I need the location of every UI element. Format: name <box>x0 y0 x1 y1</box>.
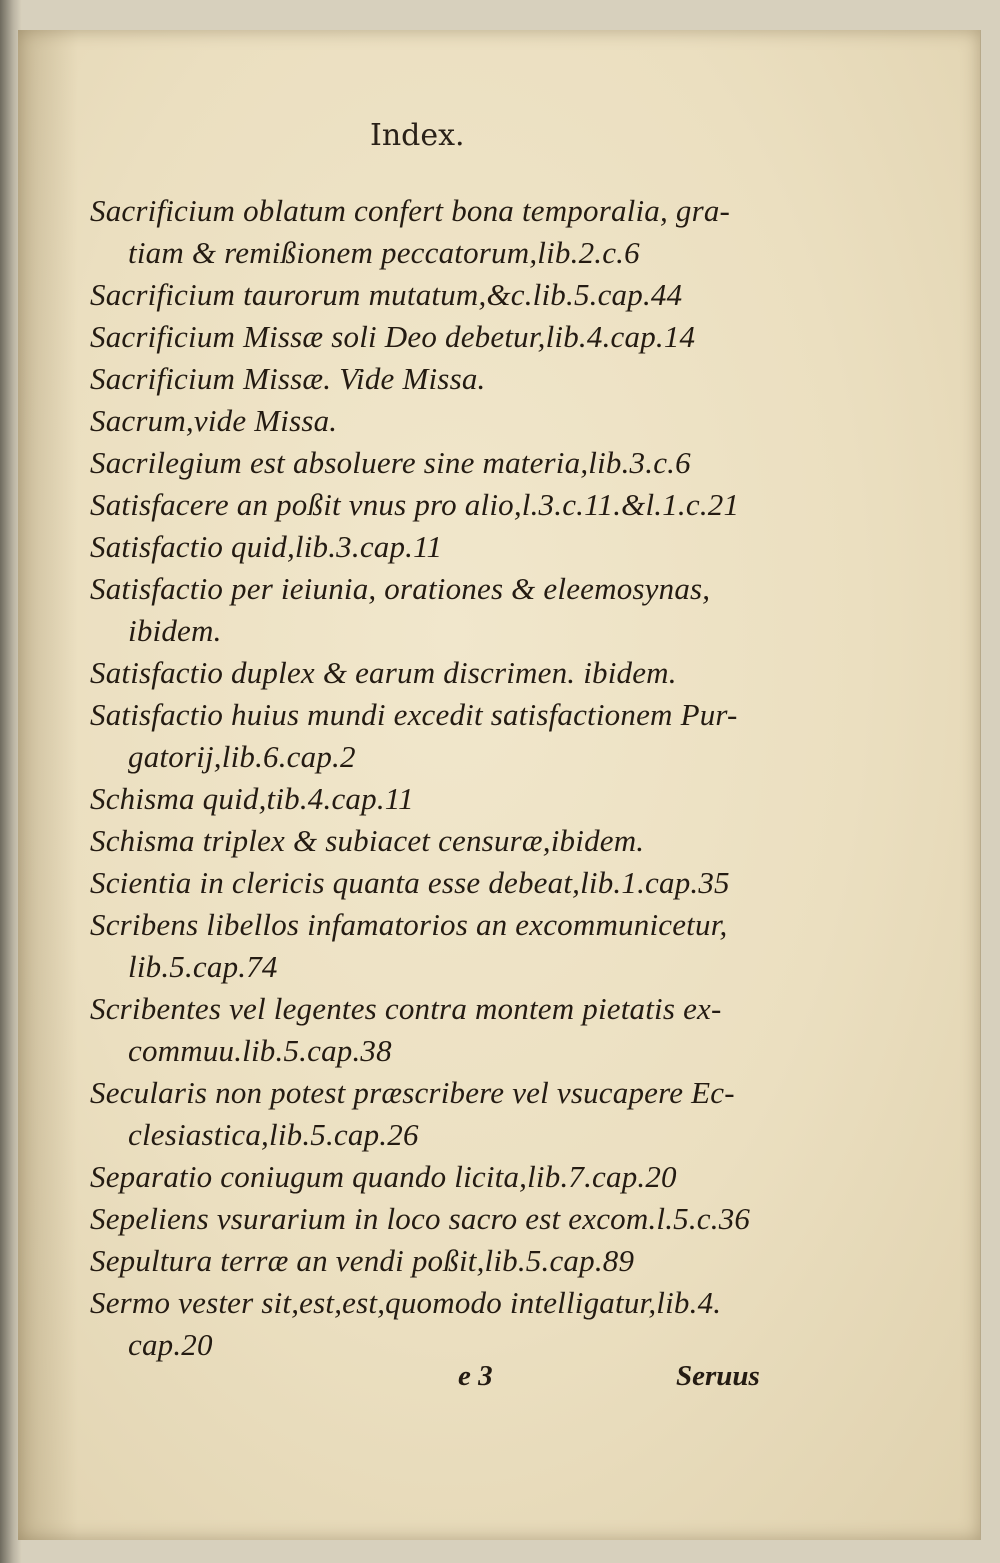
index-entry: Schisma quid,tib.4.cap.11 <box>90 781 414 816</box>
index-entry-continuation: cap.20 <box>128 1327 213 1362</box>
page-footer <box>18 1360 980 1404</box>
index-entry-continuation: gatorij,lib.6.cap.2 <box>128 739 356 774</box>
index-entry-continuation: lib.5.cap.74 <box>128 949 278 984</box>
index-entry: Sacrificium Missæ. Vide Missa. <box>90 361 486 396</box>
index-entry-continuation: clesiastica,lib.5.cap.26 <box>128 1117 419 1152</box>
index-entry: Secularis non potest præscribere vel vsucapere Ec- <box>90 1075 735 1110</box>
index-entry: Sacrificium Missæ soli Deo debetur,lib.4.cap.14 <box>90 319 696 354</box>
signature-mark: e 3 <box>458 1360 493 1392</box>
index-entry: Scribentes vel legentes contra montem pietatis ex- <box>90 991 722 1026</box>
index-entry-continuation: commuu.lib.5.cap.38 <box>128 1033 392 1068</box>
index-entry: Sacrum,vide Missa. <box>90 403 338 438</box>
index-entry-continuation: tiam & remißionem peccatorum,lib.2.c.6 <box>128 235 640 270</box>
catchword: Seruus <box>676 1360 760 1392</box>
index-entry: Sepultura terræ an vendi poßit,lib.5.cap.89 <box>90 1243 635 1278</box>
index-entry: Scribens libellos infamatorios an excommunicetur, <box>90 907 728 942</box>
index-entry: Scientia in clericis quanta esse debeat,lib.1.cap.35 <box>90 865 730 900</box>
index-entry: Satisfactio per ieiunia, orationes & eleemosynas, <box>90 571 711 606</box>
index-entry: Satisfacere an poßit vnus pro alio,l.3.c.11.&l.1.c.21 <box>90 487 740 522</box>
index-entry-list <box>90 190 790 1366</box>
page-header: Index. <box>370 118 465 153</box>
index-entry: Satisfactio huius mundi excedit satisfactionem Pur- <box>90 697 738 732</box>
index-entry: Schisma triplex & subiacet censuræ,ibidem. <box>90 823 645 858</box>
index-entry: Sermo vester sit,est,est,quomodo intelligatur,lib.4. <box>90 1285 722 1320</box>
book-page <box>18 30 981 1540</box>
index-entry: Sacrificium taurorum mutatum,&c.lib.5.cap.44 <box>90 277 683 312</box>
index-entry-continuation: ibidem. <box>128 613 222 648</box>
index-entry: Sacrificium oblatum confert bona temporalia, gra- <box>90 193 731 228</box>
index-entry: Satisfactio quid,lib.3.cap.11 <box>90 529 443 564</box>
index-entry: Sacrilegium est absoluere sine materia,lib.3.c.6 <box>90 445 691 480</box>
page-gutter-shadow <box>18 30 78 1540</box>
index-entry: Satisfactio duplex & earum discrimen. ibidem. <box>90 655 677 690</box>
index-entry: Separatio coniugum quando licita,lib.7.cap.20 <box>90 1159 677 1194</box>
index-entry: Sepeliens vsurarium in loco sacro est excom.l.5.c.36 <box>90 1201 751 1236</box>
